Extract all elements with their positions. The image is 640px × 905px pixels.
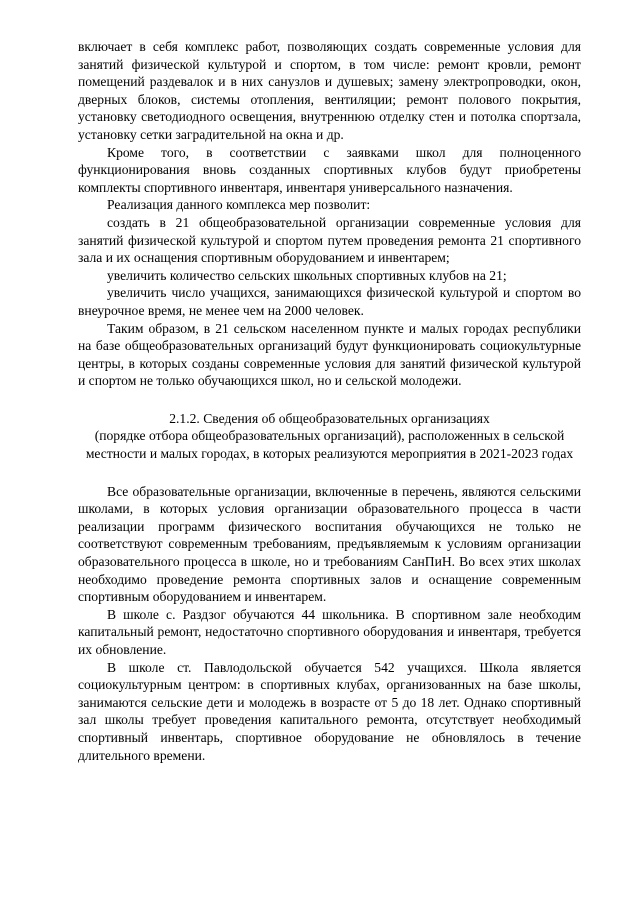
section-heading [78,410,581,463]
section-heading-title: 2.1.2. Сведения об общеобразовательных организациях [169,410,490,426]
paragraph-conclusion: Таким образом, в 21 сельском населенном пункте и малых городах республики на базе общеобразовательных организаций будут функционировать социокультурные центры, в которых созданы современные условия для занятий физической культурой и спортом не только обучающихся школ, но и сельской молодежи. [78,320,581,389]
paragraph-school-pavlodolskaya: В школе ст. Павлодольской обучается 542 учащихся. Школа является социокультурным центром: в спортивных клубах, организованных на базе школы, занимаются сельские дети и молодежь в возрасте от 5 до 18 лет. Однако спортивный зал школы требует проведения капитального ремонта, отсутствует необходимый спортивный инвентарь, спортивное оборудование не обновлялось в течение длительного времени. [78,659,581,763]
paragraph-equipment-purchase: Кроме того, в соответствии с заявками школ для полноценного функционирования вновь созданных спортивных клубов будут приобретены комплекты спортивного инвентаря, инвентаря универсального назначения. [78,144,581,195]
paragraph-measure-increase-students: увеличить число учащихся, занимающихся физической культурой и спортом во внеурочное время, не менее чем на 2000 человек. [78,285,581,318]
paragraph-schools-overview: Все образовательные организации, включенные в перечень, являются сельскими школами, в которых условия организации образовательного процесса в части реализации программ физического воспитания обучающихся не только не соответствуют современным требованиям, предъявляемым к условиям организации образовательного процесса в школе, но и требованиям СанПиН. Во всех этих школах необходимо проведение ремонта спортивных залов и оснащение современным спортивным оборудованием и инвентарем. [78,483,581,605]
section-heading-subtitle: (порядке отбора общеобразовательных организаций), расположенных в сельской местности и малых городах, в которых реализуются мероприятия в 2021-2023 годах [85,428,574,462]
paragraph-measure-increase-clubs: увеличить количество сельских школьных спортивных клубов на 21; [107,267,507,283]
paragraph-works-list: включает в себя комплекс работ, позволяющих создать современные условия для занятий физической культурой и спортом, в том числе: ремонт кровли, ремонт помещений раздевалок и в них санузлов и душевых; замену электропроводки, окон, дверных блоков, системы отопления, вентиляции; ремонт полового покрытия, установку светодиодного освещения, внутреннюю отделку стен и потолка спортзала, установку сетки заградительной на окна и др. [78,39,581,142]
page-content [78,38,581,764]
paragraph-school-razdzog: В школе с. Раздзог обучаются 44 школьника. В спортивном зале необходим капитальный ремонт, недостаточно спортивного оборудования и инвентаря, требуется их обновление. [78,606,581,657]
section-body [78,483,581,765]
paragraph-measures-intro: Реализация данного комплекса мер позволит: [107,197,371,213]
paragraph-measure-create-conditions: создать в 21 общеобразовательной организации современные условия для занятий физической культурой и спортом путем проведения ремонта 21 спортивного зала и их оснащения спортивным оборудованием и инвентарем; [78,214,581,266]
